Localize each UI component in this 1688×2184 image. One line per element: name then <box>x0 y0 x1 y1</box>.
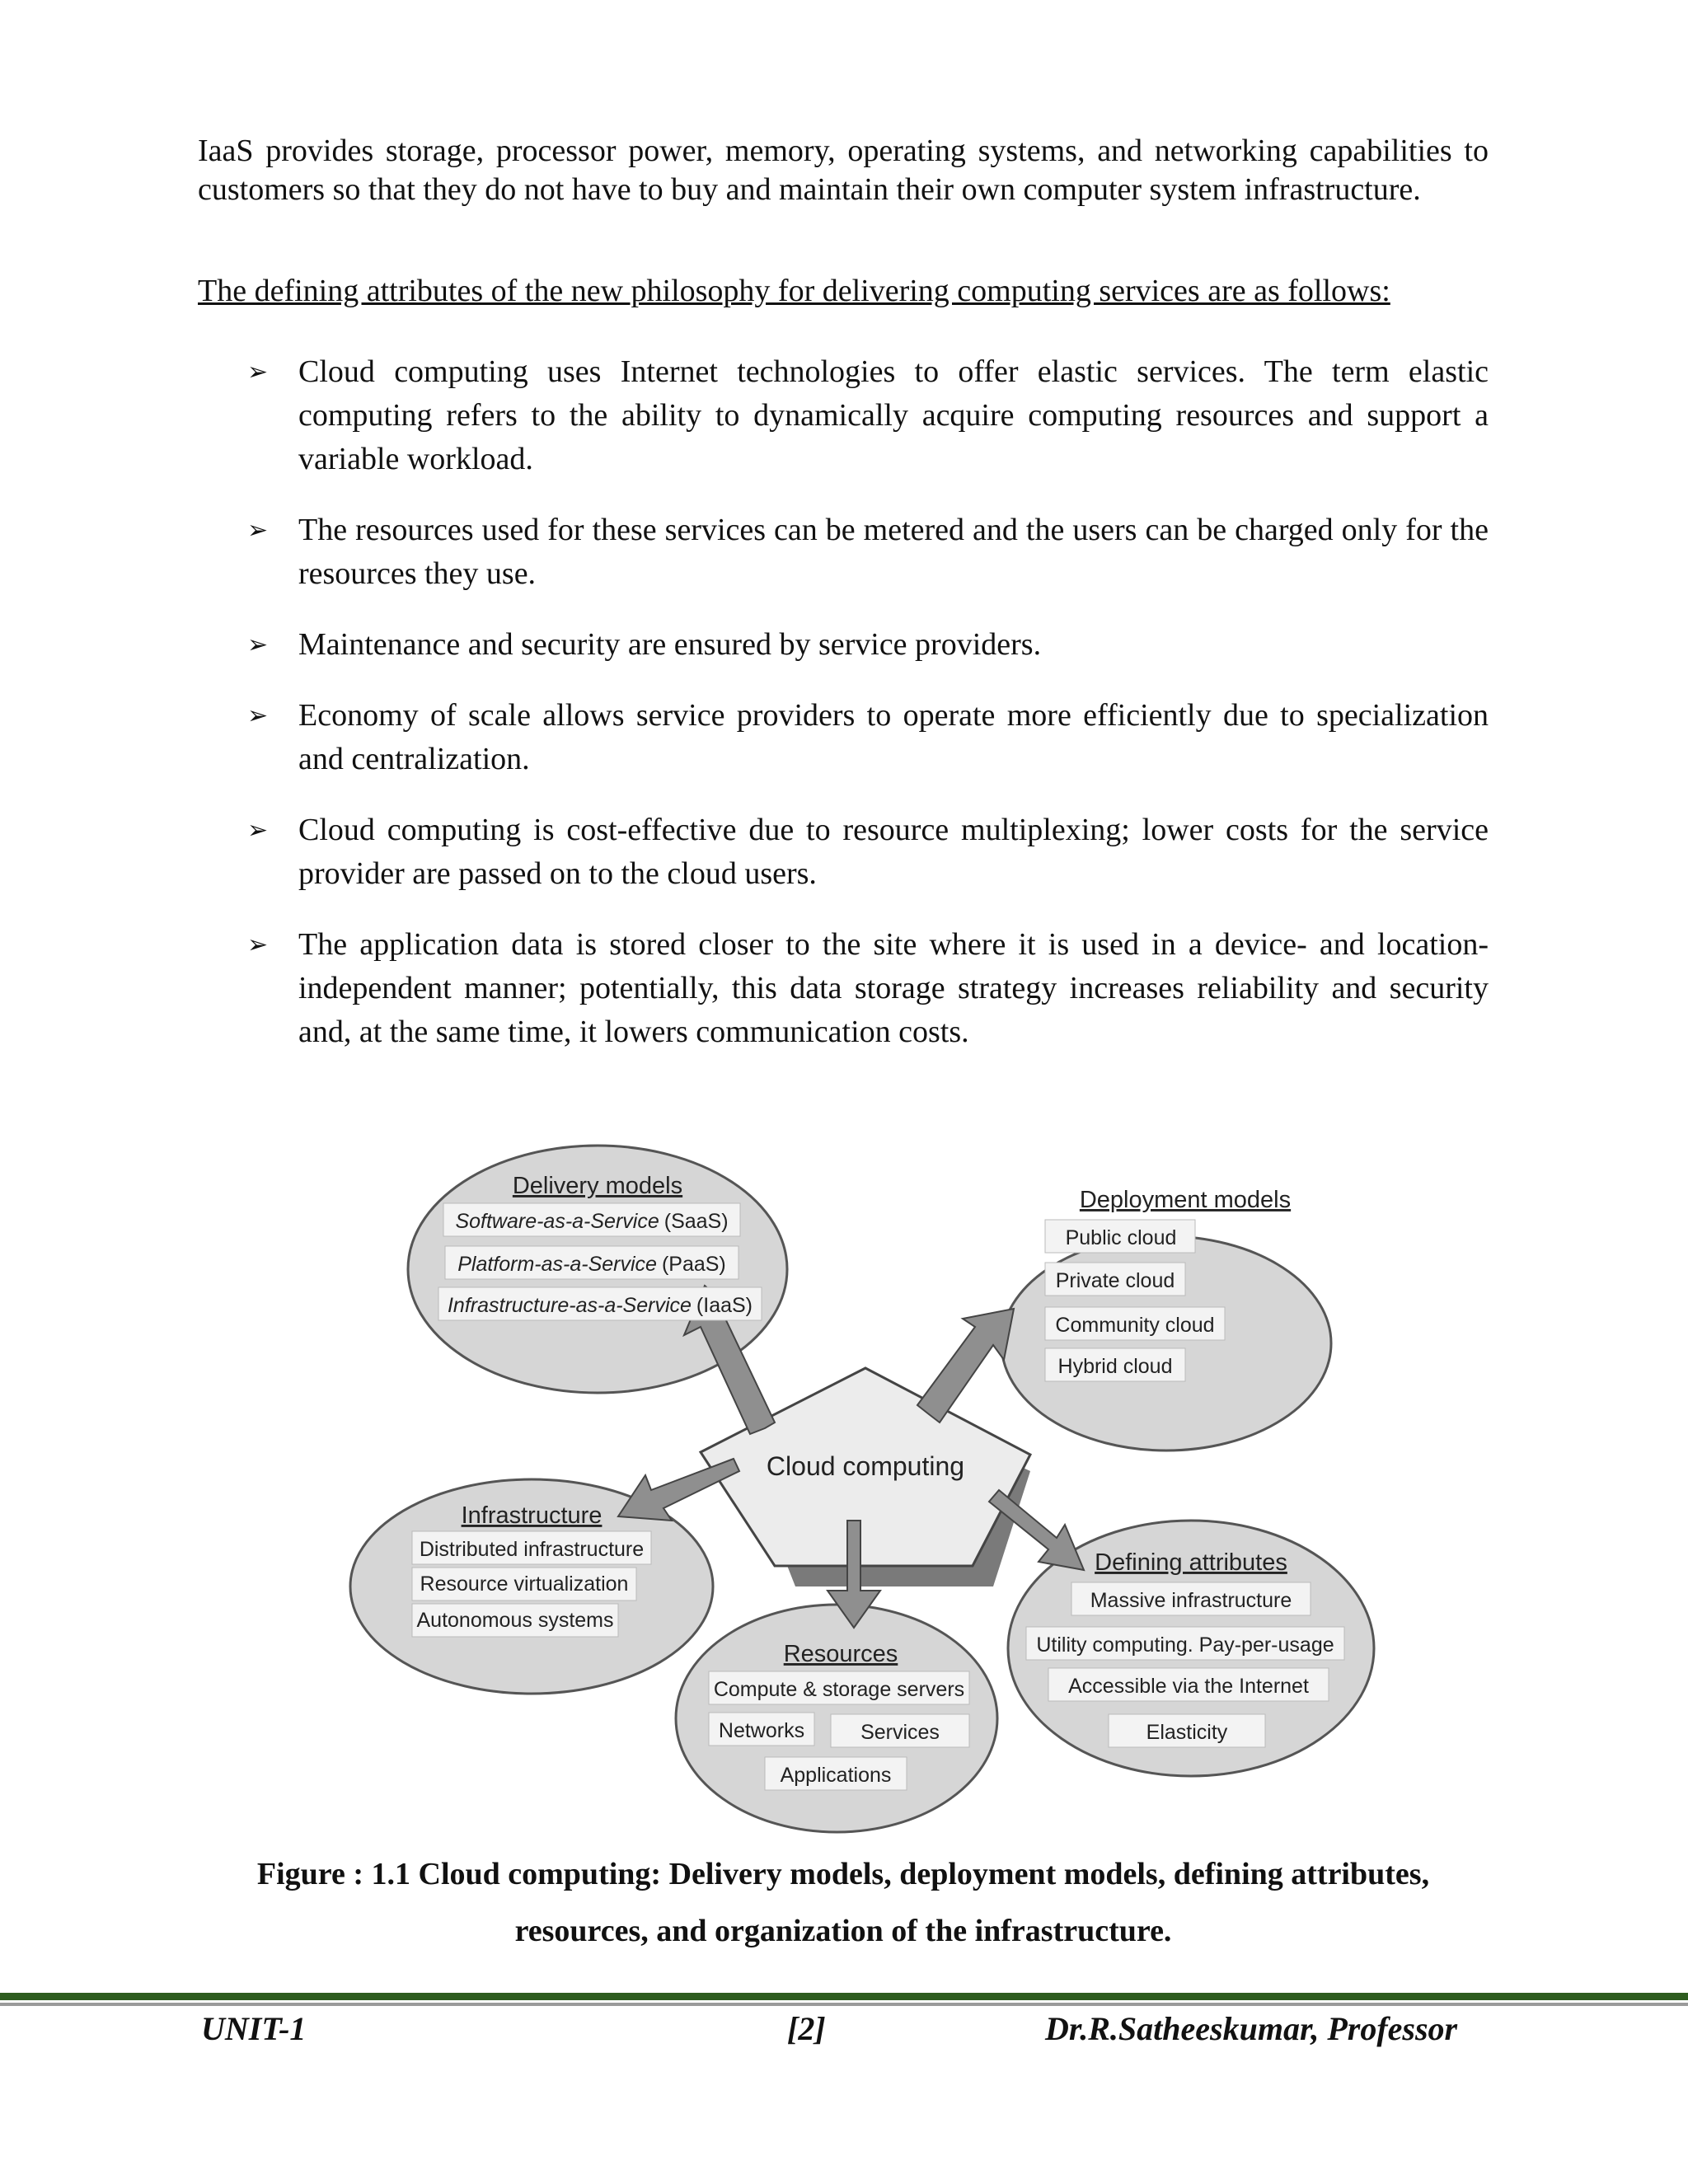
infrastructure-item: Distributed infrastructure <box>419 1538 645 1561</box>
figure-caption-line-2: resources, and organization of the infrastructure. <box>514 1914 1172 1948</box>
infrastructure-item: Resource virtualization <box>420 1572 629 1596</box>
footer-author: Dr.R.Satheeskumar, Professor <box>1045 2010 1458 2047</box>
delivery-item-abbr: (PaaS) <box>661 1253 726 1276</box>
arrow-to-infrastructure <box>618 1459 739 1521</box>
arrow-bullet-icon: ➢ <box>247 701 269 730</box>
delivery-item-abbr: (SaaS) <box>663 1210 729 1233</box>
list-item <box>247 623 1489 667</box>
delivery-item-name: Platform-as-a-Service <box>457 1253 657 1276</box>
intro-paragraph: IaaS provides storage, processor power, memory, operating systems, and networking capabilities to customers so that they do not have to buy and maintain their own computer system infrastructure. <box>198 134 1489 207</box>
infrastructure-title: Infrastructure <box>461 1502 603 1529</box>
delivery-models-title: Delivery models <box>512 1173 683 1199</box>
arrow-bullet-icon: ➢ <box>247 930 269 959</box>
footer-rule-green <box>0 1993 1688 2000</box>
arrow-bullet-icon: ➢ <box>247 358 269 387</box>
list-item-text: The resources used for these services can be metered and the users can be charged only for the resources they use. <box>298 513 1489 591</box>
arrow-bullet-icon: ➢ <box>247 630 269 659</box>
attributes-item: Massive infrastructure <box>1090 1589 1292 1612</box>
resources-item: Compute & storage servers <box>713 1678 965 1701</box>
attributes-item: Utility computing. Pay-per-usage <box>1036 1633 1334 1657</box>
attributes-list <box>247 350 1489 1081</box>
list-item-text: Cloud computing is cost-effective due to resource multiplexing; lower costs for the service provider are passed on to the cloud users. <box>298 813 1489 891</box>
deployment-item: Private cloud <box>1055 1269 1175 1292</box>
arrow-to-deployment <box>917 1309 1014 1422</box>
center-label: Cloud computing <box>766 1451 965 1481</box>
deployment-item: Public cloud <box>1065 1226 1177 1249</box>
attributes-item: Accessible via the Internet <box>1068 1675 1309 1698</box>
list-item <box>247 350 1489 481</box>
resources-item: Networks <box>718 1719 805 1742</box>
figure-caption-line-1: Figure : 1.1 Cloud computing: Delivery models, deployment models, defining attributes, <box>256 1857 1430 1891</box>
list-item <box>247 808 1489 896</box>
delivery-item <box>457 1253 726 1276</box>
figure-caption <box>198 1846 1489 1960</box>
footer-page-number: [2] <box>787 2010 826 2047</box>
defining-attributes-heading: The defining attributes of the new philosophy for delivering computing services are as follows: <box>198 274 1390 308</box>
delivery-item <box>455 1210 728 1233</box>
deployment-item: Hybrid cloud <box>1057 1355 1173 1378</box>
list-item-text: The application data is stored closer to the site where it is used in a device- and location-independent manner; potentially, this data storage strategy increases reliability and security and, at the same time, it lowers communication costs. <box>298 927 1489 1049</box>
footer-unit: UNIT-1 <box>201 2010 307 2047</box>
resources-item: Services <box>860 1721 940 1744</box>
cloud-computing-diagram <box>330 1121 1385 1838</box>
resources-item: Applications <box>780 1764 892 1787</box>
infrastructure-item: Autonomous systems <box>416 1609 614 1632</box>
attributes-item: Elasticity <box>1146 1721 1228 1744</box>
delivery-item <box>448 1294 753 1317</box>
list-item-text: Economy of scale allows service providers to operate more efficiently due to specialization and centralization. <box>298 698 1489 776</box>
delivery-item-name: Infrastructure-as-a-Service <box>447 1294 692 1317</box>
list-item <box>247 694 1489 781</box>
list-item <box>247 923 1489 1054</box>
delivery-item-abbr: (IaaS) <box>696 1294 753 1317</box>
deployment-item: Community cloud <box>1055 1314 1215 1337</box>
delivery-item-name: Software-as-a-Service <box>455 1210 659 1233</box>
defining-attributes-title: Defining attributes <box>1095 1549 1287 1576</box>
arrow-bullet-icon: ➢ <box>247 816 269 845</box>
arrow-bullet-icon: ➢ <box>247 516 269 545</box>
list-item <box>247 509 1489 596</box>
list-item-text: Cloud computing uses Internet technologies to offer elastic services. The term elastic computing refers to the ability to dynamically acquire computing resources and support a variable workload. <box>298 354 1489 476</box>
list-item-text: Maintenance and security are ensured by service providers. <box>298 627 1042 662</box>
deployment-models-title: Deployment models <box>1079 1187 1292 1213</box>
resources-title: Resources <box>783 1641 898 1667</box>
